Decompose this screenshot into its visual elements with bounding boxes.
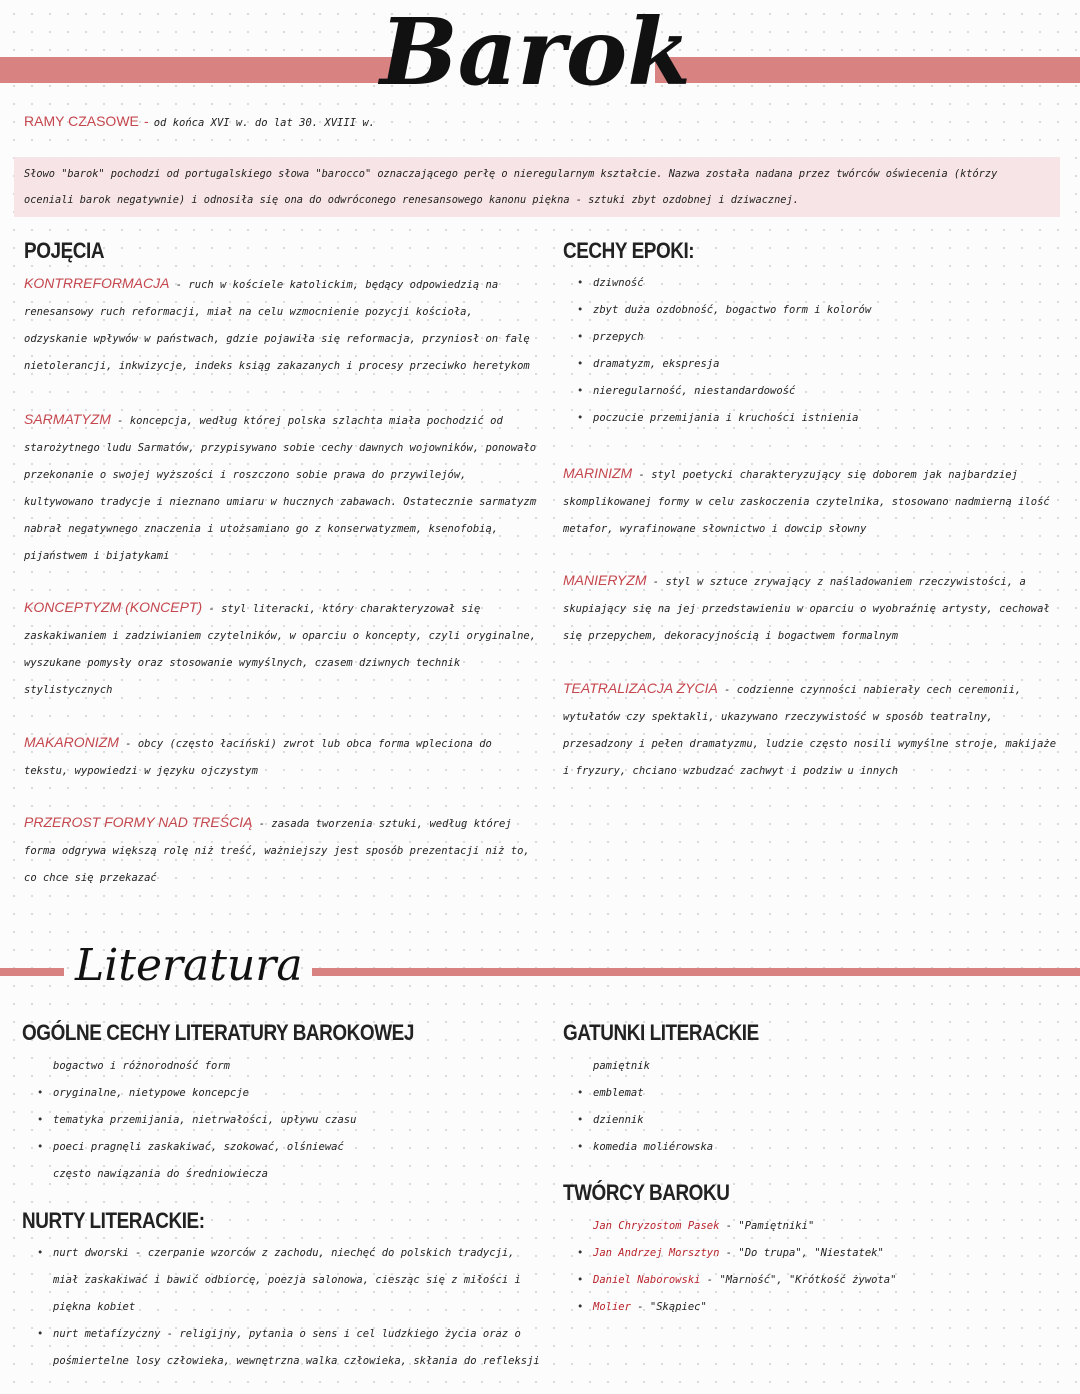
- intro-text: Słowo "barok" pochodzi od portugalskiego słowa "barocco" oznaczającego perłę o nieregularnym kształcie. Nazwa została nadana przez twórców oświecenia (którzy oceniali barok negatywnie) i odnosiła się ona do odwróconego renesansowego kanonu piękna - sztuki zbyt ozdobnej i dziwacznej.: [24, 168, 998, 206]
- nurty-heading: NURTY LITERACKIE:: [22, 1208, 205, 1233]
- author-name: Jan Chryzostom Pasek: [593, 1220, 720, 1232]
- term-label: MANIERYZM: [563, 572, 647, 588]
- intro-box: [14, 157, 1060, 217]
- time-frame-text: od końca XVI w. do lat 30. XVIII w.: [153, 117, 375, 129]
- cechy-epoki-list: [575, 270, 1055, 432]
- term-definition: codzienne czynności nabierały cech ceremonii, wytułatów czy spektakli, ukazywano rzeczywistość w sposób teatralny, przesadzony i pełen dramatyzmu, ludzie często nosili wymyślne stroje, makijaże i fryzury, chciano wzbudzać zachwyt i podziw u innych: [563, 684, 1057, 777]
- page-title: Barok: [380, 0, 691, 106]
- term-definition: styl literacki, który charakteryzował się zaskakiwaniem i zadziwianiem czytelników, w oparciu o koncepty, czyli oryginalne, wyszukane pomysły oraz stosowanie wymyślnych, czasem dziwnych technik stylistycznych: [24, 603, 537, 696]
- term-definition: styl poetycki charakteryzujący się doborem jak najbardziej skomplikowanej formy w celu zaskoczenia czytelnika, stosowano nadmierną ilość metafor, wyrafinowane słownictwo i dowcip słowny: [563, 469, 1050, 535]
- term-label: KONCEPTYZM (KONCEPT): [24, 599, 203, 615]
- term-manieryzm: MANIERYZM - styl w sztuce zrywający z naśladowaniem rzeczywistości, a skupiający się na jej przedstawieniu w oparciu o wyobraźnię artysty, cechował się przepychem, dekoracyjnością i bogactwem formalnym: [563, 572, 1050, 642]
- term-label: MARINIZM: [563, 465, 633, 481]
- term-definition: zasada tworzenia sztuki, według której forma odgrywa większą rolę niż treść, ważniejszy jest sposób prezentacji niż to, co chce się przekazać: [24, 818, 530, 884]
- list-item: • dziennik: [575, 1107, 1055, 1134]
- list-item: • poczucie przemijania i kruchości istnienia: [575, 405, 1055, 432]
- literatura-title: Literatura: [75, 940, 303, 991]
- list-item: • oryginalne, nietypowe koncepcje: [35, 1080, 535, 1107]
- title-band-left: [0, 57, 392, 83]
- nurty-list: [35, 1240, 540, 1375]
- list-item: • nieregularność, niestandardowość: [575, 378, 1055, 405]
- list-item: • dramatyzm, ekspresja: [575, 351, 1055, 378]
- list-item: • tematyka przemijania, nietrwałości, upływu czasu: [35, 1107, 535, 1134]
- term-kontrreformacja: KONTRREFORMACJA - ruch w kościele katolickim, będący odpowiedzią na renesansowy ruch reformacji, miał na celu wzmocnienie pozycji kościoła, odzyskanie wpływów w państwach, gdzie pojawiła się reformacja, przyniosł on falę nietolerancji, inkwizycje, indeks ksiąg zakazanych i procesy przeciwko heretykom: [24, 275, 530, 372]
- term-label: SARMATYZM: [24, 411, 111, 427]
- author-works: - "Marność", "Krótkość żywota": [706, 1274, 897, 1286]
- term-definition: ruch w kościele katolickim, będący odpowiedzią na renesansowy ruch reformacji, miał na celu wzmocnienie pozycji kościoła, odzyskanie wpływów w państwach, gdzie pojawiła się reformacja, przyniosł on falę nietolerancji, inkwizycje, indeks ksiąg zakazanych i procesy przeciwko heretykom: [24, 279, 530, 372]
- pojecia-heading: POJĘCIA: [24, 238, 105, 263]
- time-frame-dash: -: [143, 113, 149, 129]
- ogolne-cechy-heading: OGÓLNE CECHY LITERATURY BAROKOWEJ: [22, 1020, 414, 1045]
- term-definition: styl w sztuce zrywający z naśladowaniem rzeczywistości, a skupiający się na jej przedstawieniu w oparciu o wyobraźnię artysty, cechował się przepychem, dekoracyjnością i bogactwem formalnym: [563, 576, 1050, 642]
- author-item: [575, 1240, 1060, 1267]
- tworcy-list: [575, 1213, 1060, 1321]
- nurt-item: • nurt dworski - czerpanie wzorców z zachodu, niechęć do polskich tradycji, miał zaskakiwać i bawić odbiorcę, poezja salonowa, ciesząc się z miłości i piękna kobiet: [35, 1240, 540, 1321]
- title-band-right: [655, 57, 1080, 83]
- literatura-band-right: [312, 968, 1080, 976]
- author-name: Daniel Naborowski: [593, 1274, 701, 1286]
- author-works: - "Do trupa", "Niestatek": [725, 1247, 884, 1259]
- author-name: Molier: [593, 1301, 631, 1313]
- term-label: TEATRALIZACJA ŻYCIA: [563, 680, 718, 696]
- list-item: • dziwność: [575, 270, 1055, 297]
- nurt-name: nurt dworski: [53, 1247, 129, 1259]
- list-item: • zbyt duża ozdobność, bogactwo form i kolorów: [575, 297, 1055, 324]
- author-item: [575, 1213, 1060, 1240]
- term-definition: obcy (często łaciński) zwrot lub obca forma wpleciona do tekstu, wypowiedzi w języku ojczystym: [24, 738, 492, 777]
- list-item: • komedia moliérowska: [575, 1134, 1055, 1161]
- author-item: [575, 1267, 1060, 1294]
- list-item: • przepych: [575, 324, 1055, 351]
- nurt-text: religijny, pytania o sens i cel ludzkiego życia oraz o pośmiertelne losy człowieka, wewnętrzna walka człowieka, skłania do refleksji: [53, 1328, 540, 1367]
- nurt-text: czerpanie wzorców z zachodu, niechęć do polskich tradycji, miał zaskakiwać i bawić odbiorcę, poezja salonowa, ciesząc się z miłości i piękna kobiet: [53, 1247, 521, 1313]
- list-item: często nawiązania do średniowiecza: [53, 1168, 268, 1180]
- time-frame: [24, 110, 375, 137]
- list-item: • emblemat: [575, 1080, 1055, 1107]
- nurt-name: nurt metafizyczny: [53, 1328, 161, 1340]
- literatura-band-left: [0, 968, 64, 976]
- author-name: Jan Andrzej Morsztyn: [593, 1247, 720, 1259]
- author-works: - "Pamiętniki": [725, 1220, 815, 1232]
- list-item: pamiętnik: [593, 1060, 650, 1072]
- author-item: [575, 1294, 1060, 1321]
- term-marinizm: MARINIZM - styl poetycki charakteryzujący się doborem jak najbardziej skomplikowanej formy w celu zaskoczenia czytelnika, stosowano nadmierną ilość metafor, wyrafinowane słownictwo i dowcip słowny: [563, 465, 1050, 535]
- term-konceptyzm: KONCEPTYZM (KONCEPT) - styl literacki, który charakteryzował się zaskakiwaniem i zadziwianiem czytelników, w oparciu o koncepty, czyli oryginalne, wyszukane pomysły oraz stosowanie wymyślnych, czasem dziwnych technik stylistycznych: [24, 599, 537, 696]
- cechy-epoki-heading: CECHY EPOKI:: [563, 238, 695, 263]
- list-item: • poeci pragnęli zaskakiwać, szokować, olśniewać: [35, 1134, 535, 1161]
- author-works: - "Skąpiec": [637, 1301, 707, 1313]
- tworcy-heading: TWÓRCY BAROKU: [563, 1180, 730, 1205]
- time-frame-label: RAMY CZASOWE: [24, 113, 139, 129]
- term-label: KONTRREFORMACJA: [24, 275, 170, 291]
- gatunki-list: [575, 1053, 1055, 1161]
- gatunki-heading: GATUNKI LITERACKIE: [563, 1020, 759, 1045]
- term-label: PRZEROST FORMY NAD TREŚCIĄ: [24, 814, 253, 830]
- term-sarmatyzm: SARMATYZM - koncepcja, według której polska szlachta miała pochodzić od starożytnego ludu Sarmatów, przypisywano sobie cechy dawnych wojowników, ponowało przekonanie o swojej wyższości i roszczono sobie prawa do przywilejów, kultywowano tradycje i nieznano umiaru w hucznych zabawach. Ostatecznie sarmatyzm nabrał negatywnego znaczenia i utożsamiano go z konserwatyzmem, ksenofobią, pijaństwem i bijatykami: [24, 411, 537, 562]
- term-definition: koncepcja, według której polska szlachta miała pochodzić od starożytnego ludu Sarmatów, przypisywano sobie cechy dawnych wojowników, ponowało przekonanie o swojej wyższości i roszczono sobie prawa do przywilejów, kultywowano tradycje i nieznano umiaru w hucznych zabawach. Ostatecznie sarmatyzm nabrał negatywnego znaczenia i utożsamiano go z konserwatyzmem, ksenofobią, pijaństwem i bijatykami: [24, 415, 537, 562]
- term-przerost-formy: PRZEROST FORMY NAD TREŚCIĄ - zasada tworzenia sztuki, według której forma odgrywa większą rolę niż treść, ważniejszy jest sposób prezentacji niż to, co chce się przekazać: [24, 814, 530, 884]
- term-makaronizm: MAKARONIZM - obcy (często łaciński) zwrot lub obca forma wpleciona do tekstu, wypowiedzi w języku ojczystym: [24, 734, 492, 777]
- list-item: bogactwo i różnorodność form: [53, 1060, 231, 1072]
- term-label: MAKARONIZM: [24, 734, 119, 750]
- term-teatralizacja: TEATRALIZACJA ŻYCIA - codzienne czynności nabierały cech ceremonii, wytułatów czy spektakli, ukazywano rzeczywistość w sposób teatralny, przesadzony i pełen dramatyzmu, ludzie często nosili wymyślne stroje, makijaże i fryzury, chciano wzbudzać zachwyt i podziw u innych: [563, 680, 1057, 777]
- nurt-item: • nurt metafizyczny - religijny, pytania o sens i cel ludzkiego życia oraz o pośmiertelne losy człowieka, wewnętrzna walka człowieka, skłania do refleksji: [35, 1321, 540, 1375]
- ogolne-cechy-list: [35, 1053, 535, 1188]
